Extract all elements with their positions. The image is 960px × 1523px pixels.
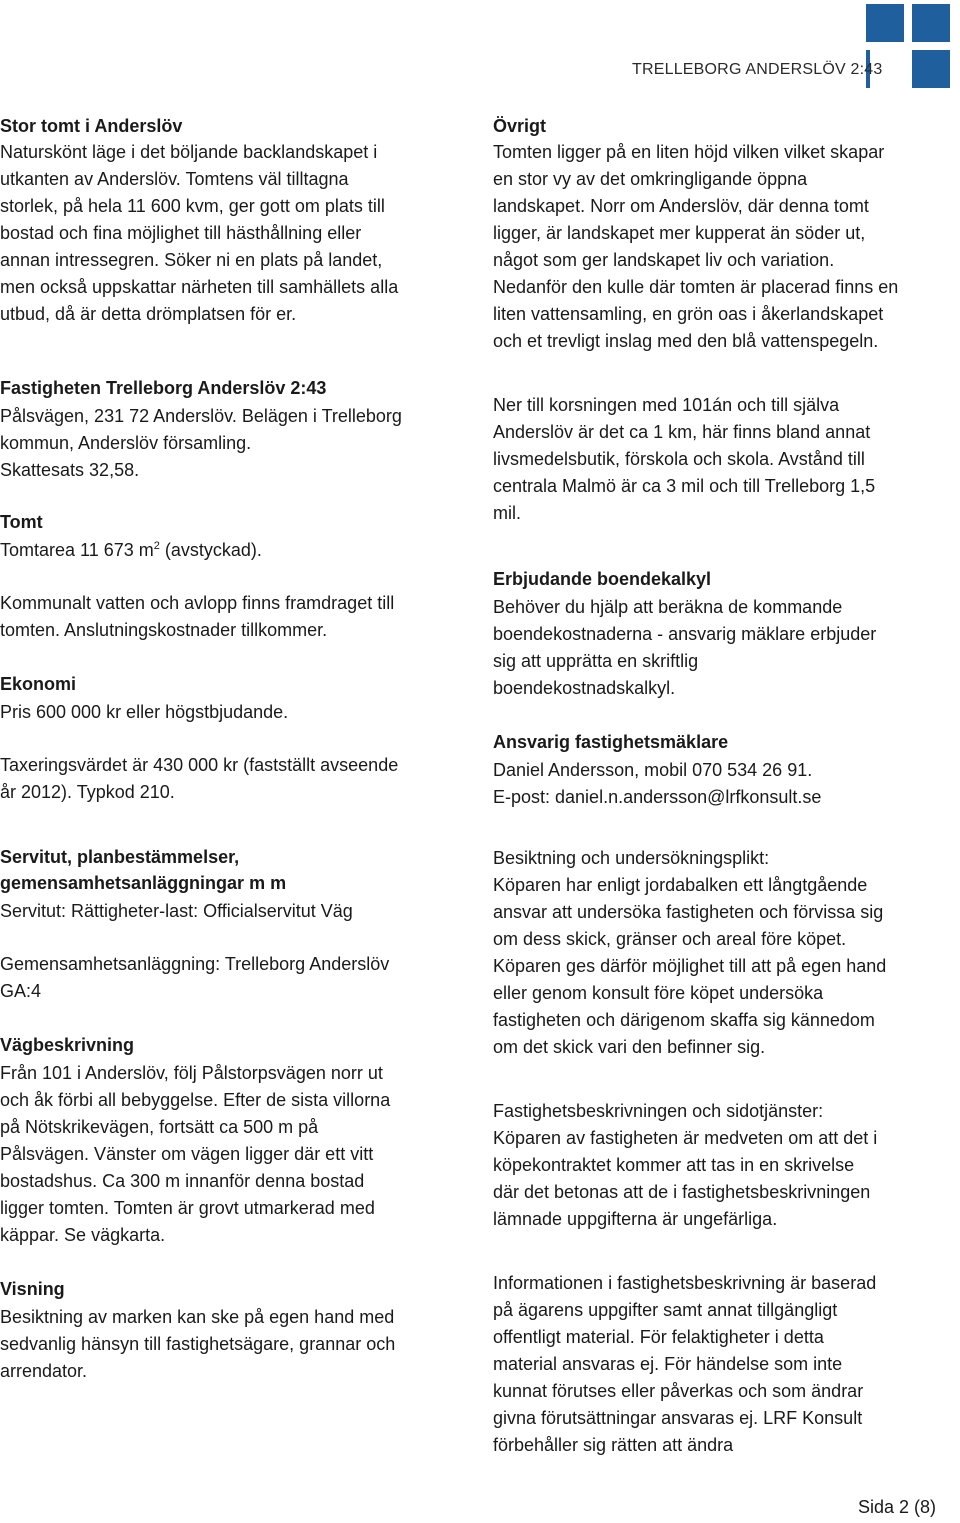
text-line: och åk förbi all bebyggelse. Efter de sista villorna: [0, 1090, 391, 1110]
text-line: Pålsvägen, 231 72 Anderslöv. Belägen i Trelleborg: [0, 406, 402, 426]
text-line: Från 101 i Anderslöv, följ Pålstorpsvägen norr ut: [0, 1063, 383, 1083]
text-line: Besiktning av marken kan ske på egen hand med: [0, 1307, 395, 1327]
section-visning: [0, 1276, 470, 1385]
left-column: [0, 113, 470, 1385]
section-fastigheten: [0, 375, 470, 484]
text-line: centrala Malmö är ca 3 mil och till Trelleborg 1,5: [493, 476, 876, 496]
text-line: boendekostnadskalkyl.: [493, 678, 676, 698]
text-line: ligger, är landskapet mer kupperat än söder ut,: [493, 223, 866, 243]
text-line: Daniel Andersson, mobil 070 534 26 91.: [493, 760, 813, 780]
text-line: ansvar att undersöka fastigheten och förvissa sig: [493, 902, 884, 922]
section-ovrigt: [493, 113, 960, 355]
text-line: offentligt material. För felaktigheter i detta: [493, 1327, 824, 1347]
text-line: år 2012). Typkod 210.: [0, 782, 175, 802]
text-line: kunnat förutses eller påverkas och som ändrar: [493, 1381, 864, 1401]
text-line: bostad och fina möjlighet till hästhållning eller: [0, 223, 362, 243]
text-line: Köparen har enligt jordabalken ett långtgående: [493, 875, 868, 895]
section-heading: Erbjudande boendekalkyl: [493, 569, 712, 589]
text-line: lämnade uppgifterna är ungefärliga.: [493, 1209, 778, 1229]
text-line: Pris 600 000 kr eller högstbjudande.: [0, 702, 289, 722]
text-line: förbehåller sig rätten att ändra: [493, 1435, 734, 1455]
text-line: fastigheten och därigenom skaffa sig kännedom: [493, 1010, 875, 1030]
text-line: Behöver du hjälp att beräkna de kommande: [493, 597, 843, 617]
section-maklare: [493, 729, 960, 811]
text-line: mil.: [493, 503, 521, 523]
text-line: käppar. Se vägkarta.: [0, 1225, 166, 1245]
page-number: Sida 2 (8): [857, 1497, 936, 1517]
text-line: sedvanlig hänsyn till fastighetsägare, grannar och: [0, 1334, 396, 1354]
section-heading: gemensamhetsanläggningar m m: [0, 873, 287, 893]
text-line: utkanten av Anderslöv. Tomtens väl tilltagna: [0, 169, 349, 189]
text-line: utbud, då är detta drömplatsen för er.: [0, 304, 297, 324]
page-header-title: TRELLEBORG ANDERSLÖV 2:43: [632, 61, 883, 78]
section-informationen: [493, 1270, 960, 1459]
text-line: på ägarens uppgifter samt annat tillgängligt: [493, 1300, 838, 1320]
text-line: sig att upprätta en skriftlig: [493, 651, 699, 671]
text-line: Ner till korsningen med 101án och till själva: [493, 395, 840, 415]
section-heading: Övrigt: [493, 116, 547, 136]
text-line: Anderslöv är det ca 1 km, här finns bland annat: [493, 422, 871, 442]
text-line: Taxeringsvärdet är 430 000 kr (fastställt avseende: [0, 755, 399, 775]
text-line: Gemensamhetsanläggning: Trelleborg Anderslöv: [0, 954, 390, 974]
text-line: Köparen ges därför möjlighet till att på egen hand: [493, 956, 887, 976]
text-line: boendekostnaderna - ansvarig mäklare erbjuder: [493, 624, 877, 644]
text-line: Skattesats 32,58.: [0, 460, 140, 480]
text-line: Naturskönt läge i det böljande backlandskapet i: [0, 142, 378, 162]
section-heading: Tomt: [0, 512, 43, 532]
text-line: på Nötskrikevägen, fortsätt ca 500 m på: [0, 1117, 319, 1137]
text-line: material ansvaras ej. För händelse som inte: [493, 1354, 843, 1374]
text-line: Nedanför den kulle där tomten är placerad finns en: [493, 277, 899, 297]
text-line: en stor vy av det omkringligande öppna: [493, 169, 808, 189]
section-heading: Servitut, planbestämmelser,: [0, 847, 240, 867]
section-heading: Visning: [0, 1279, 65, 1299]
text-line: Köparen av fastigheten är medveten om att det i: [493, 1128, 878, 1148]
section-heading: Stor tomt i Anderslöv: [0, 116, 183, 136]
text-line: och et trevligt inslag med den blå vattenspegeln.: [493, 331, 879, 351]
text-line: om det skick vari den befinner sig.: [493, 1037, 766, 1057]
text-line: om dess skick, gränser och areal före köpet.: [493, 929, 847, 949]
text-line: E-post: daniel.n.andersson@lrfkonsult.se: [493, 787, 822, 807]
section-heading: Vägbeskrivning: [0, 1035, 135, 1055]
text-line: storlek, på hela 11 600 kvm, ger gott om plats till: [0, 196, 385, 216]
section-servitut: [0, 844, 470, 1005]
text-line: Tomten ligger på en liten höjd vilken vilket skapar: [493, 142, 885, 162]
section-heading: Ekonomi: [0, 674, 77, 694]
section-ekonomi: [0, 671, 470, 806]
text-line: ligger tomten. Tomten är grovt utmarkerad med: [0, 1198, 375, 1218]
section-distances: [493, 392, 960, 527]
text-line: GA:4: [0, 981, 42, 1001]
text-line: där det betonas att de i fastighetsbeskrivningen: [493, 1182, 871, 1202]
section-heading: Fastigheten Trelleborg Anderslöv 2:43: [0, 378, 327, 398]
text-line: köpekontraktet kommer att tas in en skrivelse: [493, 1155, 855, 1175]
text-line: givna förutsättningar ansvaras ej. LRF Konsult: [493, 1408, 863, 1428]
section-boendekalkyl: [493, 566, 960, 702]
text-line: arrendator.: [0, 1361, 88, 1381]
text-line: Informationen i fastighetsbeskrivning är baserad: [493, 1273, 877, 1293]
text-line: Besiktning och undersökningsplikt:: [493, 848, 770, 868]
text-line: något som ger landskapet liv och variation.: [493, 250, 835, 270]
text-line: Fastighetsbeskrivningen och sidotjänster:: [493, 1101, 824, 1121]
text-line: tomten. Anslutningskostnader tillkommer.: [0, 620, 328, 640]
text-line: landskapet. Norr om Anderslöv, där denna tomt: [493, 196, 869, 216]
text-line: eller genom konsult före köpet undersöka: [493, 983, 824, 1003]
section-vagbeskrivning: [0, 1032, 470, 1249]
text-line: annan intressegren. Söker ni en plats på landet,: [0, 250, 383, 270]
text-line: Kommunalt vatten och avlopp finns framdraget till: [0, 593, 395, 613]
text-line: men också uppskattar närheten till samhällets alla: [0, 277, 399, 297]
section-text: [0, 139, 470, 328]
text-line: liten vattensamling, en grön oas i åkerlandskapet: [493, 304, 884, 324]
text-line: Pålsvägen. Vänster om vägen ligger där ett vitt: [0, 1144, 374, 1164]
text-line: bostadshus. Ca 300 m innanför denna bostad: [0, 1171, 365, 1191]
section-tomt: [0, 509, 470, 644]
text-line: livsmedelsbutik, förskola och skola. Avstånd till: [493, 449, 865, 469]
section-stor-tomt: [0, 113, 470, 328]
section-besiktning: [493, 845, 960, 1061]
section-heading: Ansvarig fastighetsmäklare: [493, 732, 729, 752]
tomtarea-line: Tomtarea 11 673 $m^2$ (avstyckad).: [0, 540, 262, 560]
text-line: Servitut: Rättigheter-last: Officialservitut Väg: [0, 901, 353, 921]
text-line: kommun, Anderslöv församling.: [0, 433, 252, 453]
right-column: [493, 113, 960, 1459]
section-sidotjanster: [493, 1098, 960, 1233]
